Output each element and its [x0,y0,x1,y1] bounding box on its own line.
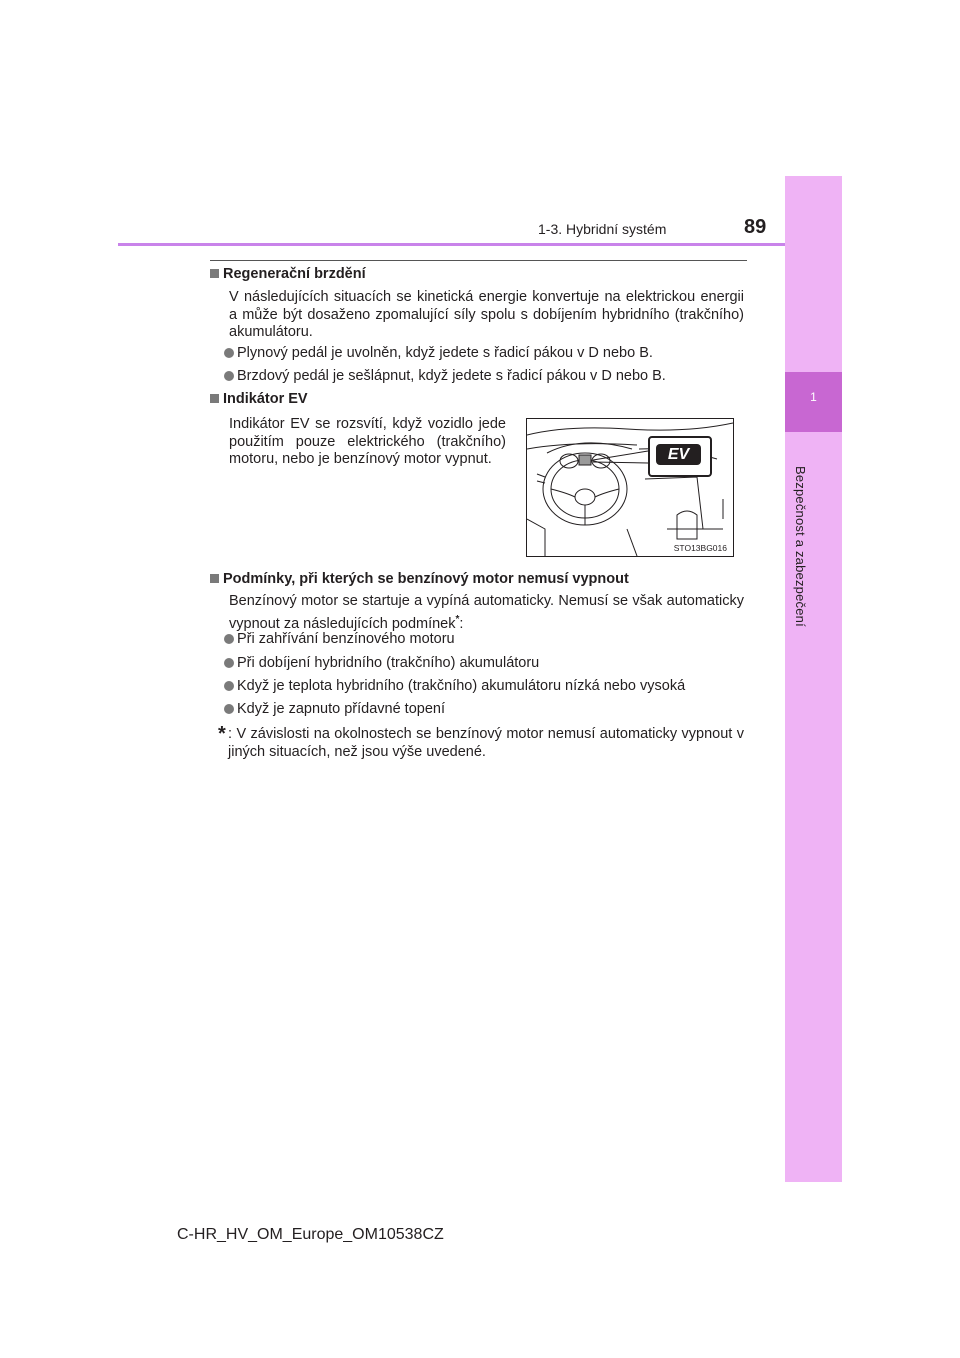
regen-body: V následujících situacích se kinetická energie konvertuje na elektrickou energii a může být dosaženo zpomalující síly spolu s dobíjením hybridního (trakčního) akumulátoru. [229,289,744,340]
content-rule [210,260,747,261]
round-bullet-icon [224,634,234,644]
round-bullet-icon [224,348,234,358]
round-bullet-icon [224,681,234,691]
figure-code: STO13BG016 [673,543,727,553]
ev-indicator-icon: EV [648,436,712,477]
asterisk-mark: * [455,613,460,625]
chapter-title: Bezpečnost a zabezpečení [793,466,808,627]
section-heading-conditions: Podmínky, při kterých se benzínový motor nemusí vypnout [210,571,629,589]
side-tab [785,176,842,1182]
square-bullet-icon [210,394,219,403]
section-heading-regen: Regenerační brzdění [210,266,366,284]
round-bullet-icon [224,371,234,381]
list-item: Při dobíjení hybridního (trakčního) akumulátoru [224,655,744,673]
list-item: Když je zapnuto přídavné topení [224,701,744,719]
dashboard-illustration [526,418,734,557]
chapter-number: 1 [810,390,817,404]
list-item: Při zahřívání benzínového motoru [224,631,744,649]
document-code: C-HR_HV_OM_Europe_OM10538CZ [177,1226,444,1243]
list-item: Plynový pedál je uvolněn, když jedete s řadicí pákou v D nebo B. [224,345,744,363]
header-section-title: 1-3. Hybridní systém [538,221,667,237]
list-item: Když je teplota hybridního (trakčního) akumulátoru nízká nebo vysoká [224,678,744,696]
square-bullet-icon [210,269,219,278]
footnote-text: : V závislosti na okolnostech se benzínový motor nemusí automaticky vypnout v jiných situacích, než jsou výše uvedené. [228,726,744,760]
header-rule [118,243,785,246]
ev-body: Indikátor EV se rozsvítí, když vozidlo jede použitím pouze elektrického (trakčního) motoru, nebo je benzínový motor vypnut. [229,416,506,467]
page-number: 89 [744,216,767,238]
footnote-mark: * [218,723,226,745]
section-heading-ev: Indikátor EV [210,391,308,409]
square-bullet-icon [210,574,219,583]
round-bullet-icon [224,658,234,668]
round-bullet-icon [224,704,234,714]
conditions-body: Benzínový motor se startuje a vypíná automaticky. Nemusí se však automaticky vypnout za následujících podmínek*: [229,593,744,632]
list-item: Brzdový pedál je sešlápnut, když jedete s řadicí pákou v D nebo B. [224,368,744,386]
